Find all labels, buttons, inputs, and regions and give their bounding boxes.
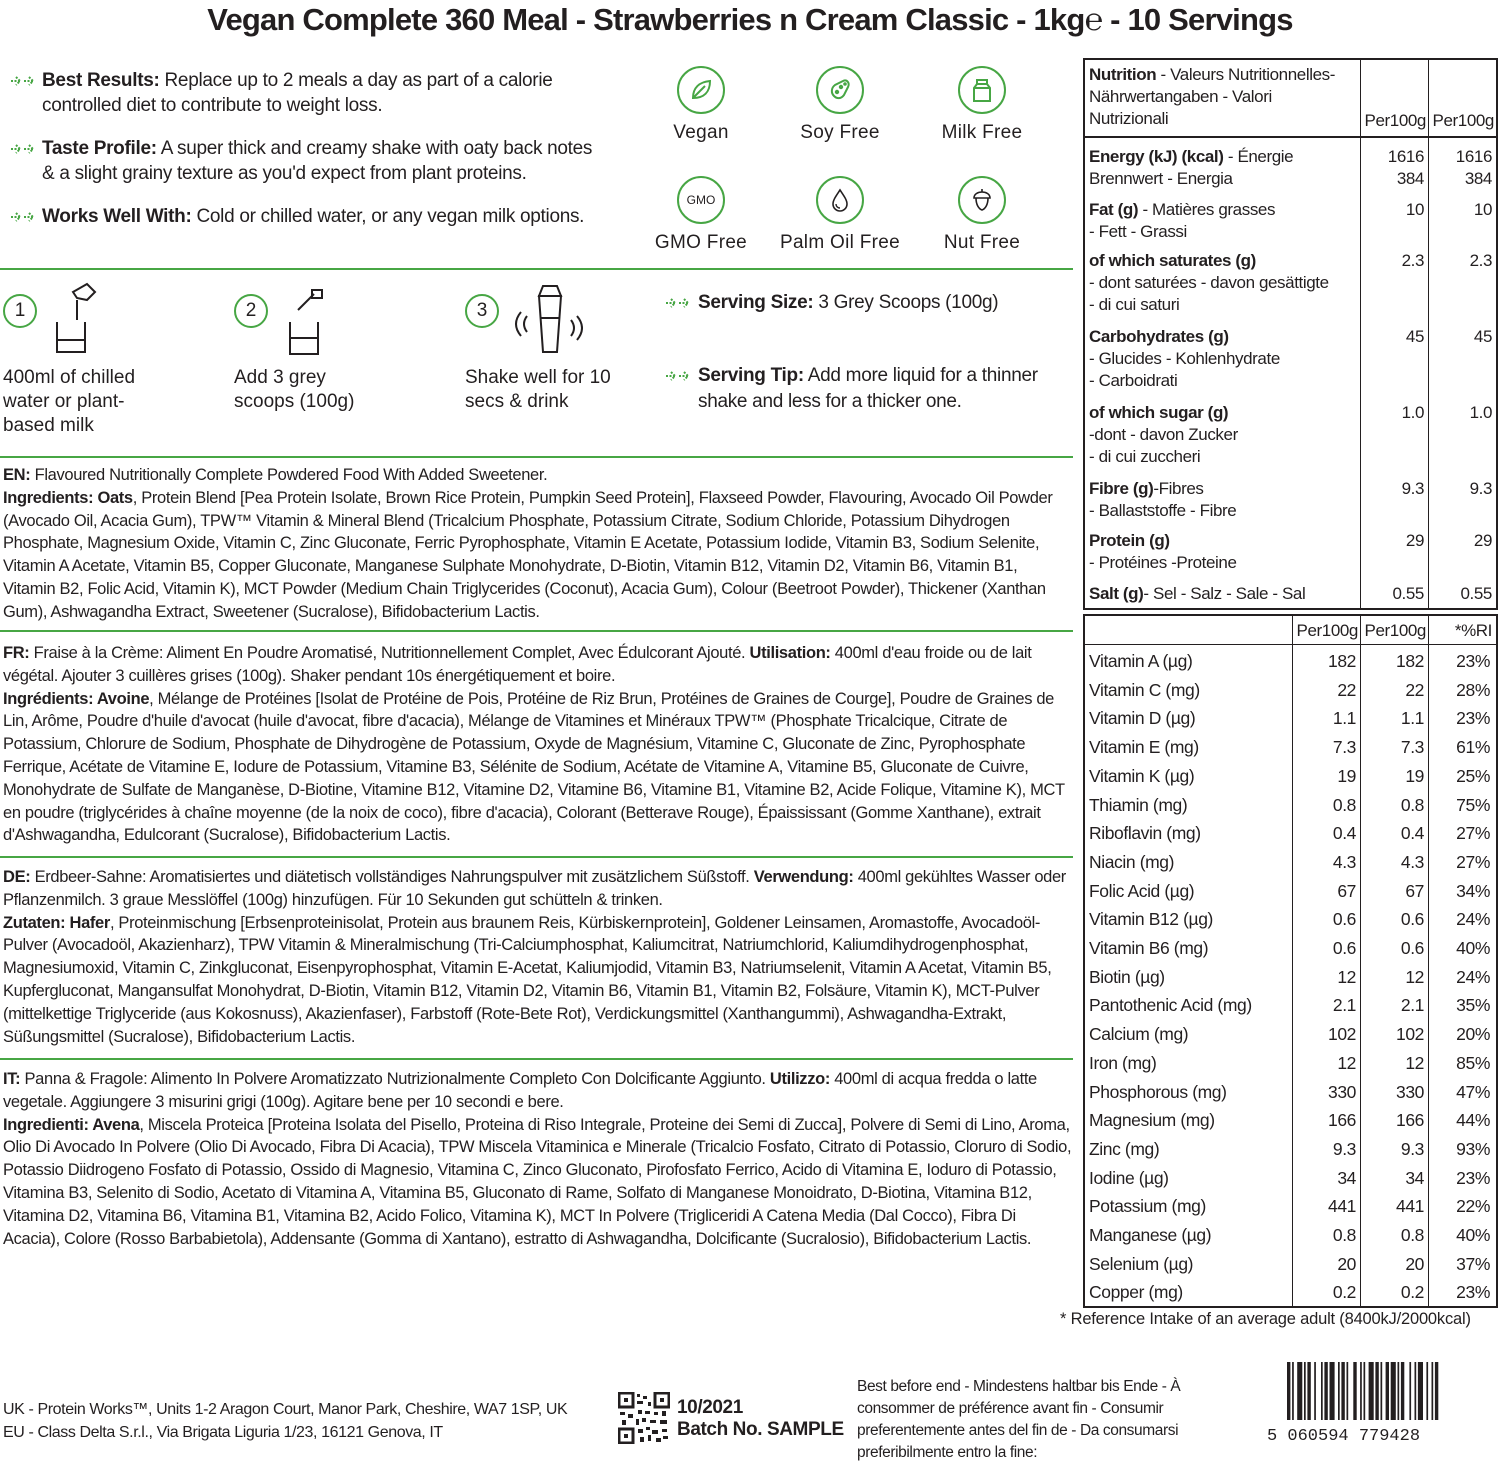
vitamin-name: Vitamin C (mg) [1089, 679, 1200, 700]
feature-text: Replace up to 2 meals a day as part of a calorie controlled diet to contribute to weight loss. [42, 70, 553, 116]
vitamin-ri: 25% [1456, 765, 1490, 786]
feature-label: Taste Profile: [42, 138, 157, 159]
step-number: 1 [3, 294, 37, 328]
vitamin-name: Potassium (mg) [1089, 1196, 1206, 1217]
nutrient-value: 10 [1405, 200, 1424, 219]
vitamin-value: 0.6 [1332, 938, 1356, 958]
badge-palm-oil-free [770, 176, 910, 254]
vitamin-ri: 23% [1456, 1282, 1490, 1303]
badge-label: Nut Free [943, 232, 1021, 253]
vitamin-name: Selenium (µg) [1089, 1253, 1194, 1274]
vitamin-name: Pantothenic Acid (mg) [1089, 995, 1252, 1016]
column-header: Per100g [1296, 621, 1358, 640]
vitamin-value: 19 [1405, 765, 1424, 786]
vitamin-row [1084, 1279, 1496, 1307]
usage-label: Utilizzo: [769, 1070, 830, 1088]
vitamin-value: 20 [1337, 1253, 1356, 1274]
gmo-icon [677, 176, 725, 224]
vitamin-ri: 34% [1456, 880, 1490, 901]
badge-vegan [631, 66, 771, 144]
column-header: Per100g [1364, 111, 1426, 130]
vitamin-name: Phosphorous (mg) [1089, 1081, 1227, 1102]
vitamin-value: 0.6 [1332, 909, 1356, 930]
vitamin-ri: 40% [1456, 938, 1490, 958]
vitamin-name: Copper (mg) [1089, 1282, 1183, 1303]
feature-label: Best Results: [42, 70, 160, 91]
vitamin-row [1084, 1021, 1496, 1049]
vitamin-name: Niacin (mg) [1089, 851, 1175, 872]
nutrient-translation: - Protéines -Proteine [1089, 553, 1237, 572]
nutrient-translation: Brennwert - Energia [1089, 169, 1233, 188]
vitamin-value: 166 [1396, 1110, 1424, 1131]
vitamin-row [1084, 792, 1496, 820]
energy-kcal: 384 [1464, 169, 1492, 188]
nutrition-row-label [1089, 402, 1359, 468]
vitamin-name: Vitamin A (µg) [1089, 651, 1193, 671]
vitamin-value: 441 [1396, 1196, 1424, 1217]
vitamin-row [1084, 1165, 1496, 1193]
feature-works-well-with [6, 204, 646, 229]
vitamin-ri: 22% [1456, 1196, 1490, 1217]
serving-tip [660, 363, 1060, 415]
nutrition-row-label [1089, 146, 1359, 190]
best-before-text: Best before end - Mindestens haltbar bis Ende - À consommer de préférence avant fin - Consumir preferentemente antes del fin de - Da consumarsi preferibilmente entro la fine: [857, 1378, 1181, 1461]
vitamin-value: 20 [1405, 1253, 1424, 1274]
vitamin-row [1084, 1193, 1496, 1221]
vitamin-value: 22 [1405, 679, 1424, 700]
language-code: FR: [3, 644, 30, 662]
vitamin-value: 330 [1396, 1081, 1424, 1102]
vitamin-value: 9.3 [1400, 1138, 1424, 1159]
badge-label: Soy Free [800, 122, 880, 143]
language-code: DE: [3, 868, 31, 886]
vitamin-value: 0.6 [1400, 909, 1424, 930]
vitamin-row [1084, 1251, 1496, 1279]
language-code: EN: [3, 466, 31, 484]
double-arrow-icon [6, 210, 42, 224]
vitamin-value: 1.1 [1332, 708, 1356, 729]
badge-label: Vegan [673, 122, 729, 143]
serving-size-label: Serving Size: [698, 292, 814, 313]
vitamin-ri: 27% [1456, 851, 1490, 872]
reference-intake-footnote: * Reference Intake of an average adult (8400kJ/2000kcal) [1060, 1310, 1471, 1328]
vitamin-name: Riboflavin (mg) [1089, 823, 1201, 844]
usage-label: Utilisation: [749, 644, 831, 662]
feature-best-results [6, 68, 646, 118]
vitamin-name: Vitamin B12 (µg) [1089, 909, 1213, 930]
vitamin-value: 7.3 [1400, 737, 1424, 758]
vitamin-row [1084, 677, 1496, 705]
nutrient-name: of which sugar (g) [1089, 403, 1229, 422]
vitamin-ri: 93% [1456, 1138, 1490, 1159]
vitamin-name: Calcium (mg) [1089, 1024, 1189, 1045]
product-title: Vegan Complete 360 Meal - Strawberries n Cream Classic - 1kg℮ - 10 Servings [207, 2, 1293, 37]
usage-text: 400ml gekühltes Wasser oder Pflanzenmilch. 3 graue Messlöffel (100g) hinzufügen. Für 10 Sekunden gut schütteln & trinken. [3, 868, 1066, 909]
step-number: 2 [234, 294, 268, 328]
nutrient-translation: - Énergie [1223, 147, 1294, 166]
vitamin-value: 9.3 [1332, 1138, 1356, 1159]
vitamin-ri: 24% [1456, 909, 1490, 930]
vitamin-name: Manganese (µg) [1089, 1225, 1212, 1245]
vitamin-ri: 35% [1456, 995, 1490, 1016]
nutrient-value: 29 [1405, 531, 1424, 550]
eu-address: EU - Class Delta S.r.l., Via Brigata Liguria 1/23, 16121 Genova, IT [3, 1424, 443, 1441]
double-arrow-icon [660, 369, 698, 383]
step-number: 3 [465, 294, 499, 328]
vitamin-ri: 23% [1456, 1167, 1490, 1188]
vitamin-ri: 40% [1456, 1225, 1490, 1245]
vitamin-name: Vitamin K (µg) [1089, 765, 1195, 786]
nutrient-translation: - Sel - Salz - Sale - Sal [1143, 584, 1306, 603]
ingredients-text: , Miscela Proteica [Proteina Isolata del Pisello, Proteina di Riso Integrale, Proteine dei Semi di Zucca], Polvere di Semi di Lino, Aroma, Olio Di Avocado In Polvere (Olio Di Avocado, Fibra Di Acacia), TPW Miscela Vitaminica e Minerale (Tricalcio Fosfato, Citrato di Potassio, Cloruro di Sodio, Potassio Diidrogeno Fosfato di Potassio, Ossido di Magnesio, Vitamina C, Zinco Gluconato, Pirofosfato Ferrico, Acido di Vitamina E, Ioduro di Potassio, Vitamina B3, Selenito di Sodio, Acetato di Vitamina A, Vitamina B5, Gluconato di Rame, Solfato di Manganese Monoidrato, D-Biotina, Vitamina B12, Vitamina D2, Vitamina B6, Vitamina B1, Vitamina B2, Acido Folico, Vitamina K), MCT In Polvere (Trigliceridi A Catena Media (Dal Cocco), Fibra Di Acacia), Colore (Rosso Barbabietola), Addensante (Gomma di Xantano), estratto di Ashwagandha, Dolcificante (Sucralosio), Bifidobacterium Lactis. [3, 1115, 1072, 1248]
nutrition-header [1089, 64, 1359, 130]
section-divider [0, 630, 1073, 632]
nutrient-translation: - Ballaststoffe - Fibre [1089, 501, 1237, 520]
vitamin-row [1084, 992, 1496, 1020]
vitamin-name: Folic Acid (µg) [1089, 880, 1195, 901]
nutrient-value: 45 [1473, 327, 1492, 346]
vitamin-name: Vitamin E (mg) [1089, 737, 1199, 758]
vitamin-value: 67 [1405, 880, 1424, 901]
nutrient-value: 29 [1473, 531, 1492, 550]
vitamin-row [1084, 763, 1496, 791]
nutrient-value: 45 [1405, 327, 1424, 346]
vitamin-value: 67 [1337, 880, 1356, 901]
badge-gmo-free [631, 176, 771, 254]
feature-text: Cold or chilled water, or any vegan milk options. [191, 206, 585, 227]
uk-address: UK - Protein Works™, Units 1-2 Aragon Court, Manor Park, Cheshire, WA7 1SP, UK [3, 1401, 568, 1418]
column-header: *%RI [1454, 621, 1492, 640]
badge-label: GMO Free [654, 232, 748, 253]
ingredients-label: Ingredienti: Avena [3, 1115, 140, 1134]
vitamin-ri: 44% [1456, 1110, 1490, 1131]
section-divider [0, 456, 1073, 458]
ingredients-it [3, 1068, 1073, 1250]
nutrition-header-line: Nährwertangaben - Valori [1089, 87, 1272, 106]
nutrient-value: 1.0 [1469, 403, 1492, 422]
vitamin-row [1084, 878, 1496, 906]
nutrient-translation: - dont saturées - davon gesättigte [1089, 273, 1329, 292]
product-description: Flavoured Nutritionally Complete Powdered Food With Added Sweetener. [30, 466, 548, 484]
badge-milk-free [912, 66, 1052, 144]
nutrition-row-label [1089, 583, 1359, 605]
vitamin-value: 12 [1405, 966, 1424, 987]
soy-bean-icon [816, 66, 864, 114]
barcode-number: 5 060594 779428 [1267, 1427, 1421, 1444]
vitamin-ri: 28% [1456, 679, 1490, 700]
milk-carton-icon [958, 66, 1006, 114]
nutrient-name: Fat (g) [1089, 200, 1139, 219]
vitamin-row [1084, 906, 1496, 934]
vitamin-value: 2.1 [1400, 995, 1424, 1016]
usage-text: 400ml di acqua fredda o latte vegetale. Aggiungere 3 misurini grigi (100g). Agitare bene per 10 secondi e bere. [3, 1070, 1037, 1111]
vitamin-row [1084, 1136, 1496, 1164]
vitamin-name: Magnesium (mg) [1089, 1110, 1215, 1131]
section-divider [0, 1058, 1073, 1060]
vitamin-ri: 85% [1456, 1052, 1490, 1073]
usage-text: 400ml d'eau froide ou de lait végétal. Ajouter 3 cuillères grises (100g). Shaker pendant 10s énergétiquement et boire. [3, 644, 1032, 685]
vitamin-ri: 23% [1456, 708, 1490, 729]
serving-size [660, 290, 1060, 316]
nutrition-row-label [1089, 250, 1359, 316]
shaker-icon [513, 282, 583, 356]
nutrition-header-line: Nutrizionali [1089, 109, 1169, 128]
vitamin-value: 166 [1328, 1110, 1356, 1131]
ingredients-en [3, 464, 1073, 624]
qr-code [618, 1392, 670, 1444]
nutrient-name: Protein (g) [1089, 531, 1170, 550]
double-arrow-icon [6, 142, 42, 156]
vitamin-value: 0.2 [1332, 1282, 1356, 1303]
vitamin-row [1084, 1079, 1496, 1107]
vitamin-value: 4.3 [1332, 851, 1356, 872]
nutrition-row-label [1089, 199, 1359, 243]
best-before-date: 10/2021 [677, 1397, 743, 1418]
step-text: Shake well for 10 secs & drink [465, 367, 611, 412]
nutrition-header-bold: Nutrition [1089, 65, 1157, 84]
vitamin-row [1084, 820, 1496, 848]
vitamin-value: 12 [1337, 966, 1356, 987]
nutrient-translation: - Carboidrati [1089, 371, 1178, 390]
vitamin-ri: 61% [1456, 737, 1490, 758]
feature-list [6, 68, 646, 247]
badge-nut-free [912, 176, 1052, 254]
vitamin-name: Zinc (mg) [1089, 1138, 1160, 1159]
badge-label: Milk Free [941, 122, 1023, 143]
vitamin-ri: 27% [1456, 823, 1490, 844]
vitamin-value: 330 [1328, 1081, 1356, 1102]
product-description: Erdbeer-Sahne: Aromatisiertes und diätetisch vollständiges Nahrungspulver mit zusätzlichem Süßstoff. [30, 868, 754, 886]
vitamin-value: 0.8 [1332, 794, 1356, 815]
batch-number: Batch No. SAMPLE [677, 1419, 844, 1440]
section-divider [0, 268, 1073, 270]
scoop-glass-icon [284, 286, 332, 356]
ingredients-label: Zutaten: Hafer [3, 913, 110, 932]
nutrient-translation: -dont - davon Zucker [1089, 425, 1238, 444]
ingredients-text: , Proteinmischung [Erbsenproteinisolat, Protein aus braunem Reis, Kürbiskernprotein], Goldener Leinsamen, Aromastoffe, Avocadoöl-Pulver (Avocadoöl, Akazienharz), TPW Vitamin & Mineralmischung (Tri-Calciumphosphat, Kaliumcitrat, Natriumchlorid, Kaliumdihydrogenphosphat, Magnesiumoxid, Vitamin C, Zinkgluconat, Eisenpyrophosphat, Vitamin E-Acetat, Kaliumjodid, Vitamin B3, Natriumselenit, Vitamin A Acetat, Vitamin B5, Kupfergluconat, Mangansulfat Monohydrat, D-Biotin, Vitamin B12, Vitamin D2, Vitamin B6, Vitamin B1, Vitamin B2, Folsäure, Vitamin K), MCT-Pulver (mittelkettige Triglyceride (aus Kokosnuss), Akazienfaser), Farbstoff (Rote-Bete Rot), Verdickungsmittel (Xanthangummi), Ashwagandha-Extrakt, Süßungsmittel (Sucralose), Bifidobacterium Lactis. [3, 913, 1052, 1046]
nutrient-name: Carbohydrates (g) [1089, 327, 1229, 346]
vitamin-name: Vitamin B6 (mg) [1089, 938, 1209, 958]
feature-taste-profile [6, 136, 646, 186]
nutrition-row-label [1089, 530, 1359, 574]
nutrient-value: 2.3 [1401, 251, 1424, 270]
nutrition-row-label [1089, 478, 1359, 522]
barcode [1265, 1362, 1495, 1444]
product-description: Panna & Fragole: Alimento In Polvere Aromatizzato Nutrizionalmente Completo Con Dolcificante Aggiunto. [20, 1070, 770, 1088]
nutrient-value [1430, 146, 1492, 190]
table-column-divider [1428, 58, 1429, 610]
vitamin-row [1084, 648, 1496, 676]
vitamin-name: Vitamin D (µg) [1089, 708, 1196, 729]
serving-tip-label: Serving Tip: [698, 365, 804, 386]
ingredients-label: Ingredients: Oats [3, 488, 133, 507]
nutrient-value [1362, 146, 1424, 190]
nutrient-name: Energy (kJ) (kcal) [1089, 147, 1224, 166]
vitamin-value: 441 [1328, 1196, 1356, 1217]
nutrient-translation: - Matières grasses [1138, 200, 1276, 219]
vitamin-value: 1.1 [1400, 708, 1424, 729]
product-description: Fraise à la Crème: Aliment En Poudre Aromatisé, Nutritionnellement Complet, Avec Édulcorant Ajouté. [29, 644, 750, 662]
vitamin-ri: 24% [1456, 966, 1490, 987]
nutrient-value: 9.3 [1469, 479, 1492, 498]
vitamin-ri: 23% [1456, 651, 1490, 671]
vitamin-value: 0.8 [1400, 794, 1424, 815]
serving-size-text: 3 Grey Scoops (100g) [813, 292, 999, 313]
nutrient-translation: - Glucides - Kohlenhydrate [1089, 349, 1280, 368]
vitamin-row [1084, 1222, 1496, 1250]
vitamin-value: 12 [1405, 1052, 1424, 1073]
vitamin-row [1084, 849, 1496, 877]
ingredients-text: , Protein Blend [Pea Protein Isolate, Brown Rice Protein, Pumpkin Seed Protein], Flaxseed Powder, Flavouring, Avocado Oil Powder (Avocado Oil, Acacia Gum), TPW™ Vitamin & Mineral Blend (Tricalcium Phosphate, Potassium Citrate, Sodium Chloride, Potassium Dihydrogen Phosphate, Magnesium Oxide, Vitamin C, Zinc Gluconate, Ferric Pyrophosphate, Vitamin E Acetate, Potassium Iodide, Vitamin B3, Sodium Selenite, Vitamin A Acetate, Vitamin B5, Copper Gluconate, Manganese Sulphate Monohydrate, D-Biotin, Vitamin B12, Vitamin D2, Vitamin B6, Vitamin B1, Vitamin B2, Folic Acid, Vitamin K), MCT Powder (Medium Chain Triglycerides (Coconut), Acacia Gum), Colour (Beetroot Powder), Thickener (Xanthan Gum), Ashwagandha Extract, Sweetener (Sucralose), Bifidobacterium Lactis. [3, 488, 1053, 621]
column-header: Per100g [1432, 111, 1494, 130]
vitamin-value: 22 [1337, 679, 1356, 700]
ingredients-fr [3, 642, 1073, 847]
vitamin-ri: 47% [1456, 1081, 1490, 1102]
energy-kj: 1616 [1387, 147, 1424, 166]
vitamin-value: 19 [1337, 765, 1356, 786]
vitamin-row [1084, 1050, 1496, 1078]
serving-tip-text: Add more liquid for a thinner shake and less for a thicker one. [698, 365, 1038, 412]
vitamin-value: 34 [1337, 1167, 1356, 1188]
vitamin-row [1084, 964, 1496, 992]
ingredients-text: , Mélange de Protéines [Isolat de Protéine de Pois, Protéine de Riz Brun, Protéines de Graines de Courge], Poudre de Graines de Lin, Arôme, Poudre d'huile d'avocat (huile d'avocat, fibre d'acacia), Mélange de Vitamines et Minéraux TPW™ (Phosphate Tricalcique, Citrate de Potassium, Chlorure de Sodium, Phosphate de Dihydrogène de Potassium, Oxyde de Magnésium, Vitamine C, Gluconate de Zinc, Pyrophosphate Ferrique, Acétate de Vitamine E, Iodure de Potassium, Vitamine B3, Sélénite de Sodium, Acétate de Vitamine A, Vitamine B5, Gluconate de Cuivre, Monohydrate de Sulfate de Manganèse, D-Biotine, Vitamine B12, Vitamine D2, Vitamine B6, Vitamine B1, Vitamine B2, Acide Folique, Vitamine K), MCT en poudre (triglycérides à chaîne moyenne (de la noix de coco), fibre d'acacia), Colorant (Betterave Rouge), Épaississant (Gomme Xanthane), extrait d'Ashwagandha, Edulcorant (Sucralose), Bifidobacterium Lactis. [3, 689, 1065, 845]
nutrient-name: Fibre (g) [1089, 479, 1154, 498]
vitamin-row [1084, 935, 1496, 963]
ingredients-label: Ingrédients: Avoine [3, 689, 150, 708]
vitamin-ri: 37% [1456, 1253, 1490, 1274]
column-header: Per100g [1364, 621, 1426, 640]
vitamin-ri: 20% [1456, 1024, 1490, 1045]
badge-label: Palm Oil Free [779, 232, 901, 253]
vitamin-value: 12 [1337, 1052, 1356, 1073]
double-arrow-icon [660, 296, 698, 310]
feature-text: A super thick and creamy shake with oaty back notes & a slight grainy texture as you'd expect from plant proteins. [42, 138, 593, 184]
ingredients-de [3, 866, 1073, 1048]
badge-soy-free [770, 66, 910, 144]
leaf-icon [677, 66, 725, 114]
energy-kj: 1616 [1455, 147, 1492, 166]
nutrient-value: 0.55 [1460, 584, 1492, 603]
nutrient-value: 10 [1473, 200, 1492, 219]
nutrient-translation: -Fibres [1153, 479, 1204, 498]
nut-icon [958, 176, 1006, 224]
vitamin-ri: 75% [1456, 794, 1490, 815]
vitamin-name: Thiamin (mg) [1089, 794, 1188, 815]
vitamin-name: Biotin (µg) [1089, 966, 1165, 987]
vitamin-value: 0.8 [1400, 1225, 1424, 1245]
vitamin-value: 7.3 [1332, 737, 1356, 758]
vitamin-value: 0.4 [1400, 823, 1424, 844]
nutrient-value: 9.3 [1401, 479, 1424, 498]
step-text: Add 3 grey scoops (100g) [234, 367, 355, 412]
vitamin-name: Iron (mg) [1089, 1052, 1157, 1073]
nutrient-value: 0.55 [1392, 584, 1424, 603]
nutrient-name: of which saturates (g) [1089, 251, 1256, 270]
feature-label: Works Well With: [42, 206, 192, 227]
vitamin-name: Iodine (µg) [1089, 1167, 1169, 1188]
nutrient-translation: - di cui zuccheri [1089, 447, 1201, 466]
nutrient-translation: - di cui saturi [1089, 295, 1180, 314]
usage-label: Verwendung: [753, 868, 854, 886]
vitamin-value: 0.4 [1332, 823, 1356, 844]
pour-glass-icon [51, 282, 99, 354]
nutrition-header-rest: - Valeurs Nutritionnelles- [1156, 65, 1336, 84]
vitamin-value: 0.2 [1400, 1282, 1424, 1303]
table-header-divider [1083, 136, 1498, 138]
table-header-divider [1083, 644, 1498, 645]
language-code: IT: [3, 1070, 21, 1088]
nutrient-name: Salt (g) [1089, 584, 1144, 603]
double-arrow-icon [6, 74, 42, 88]
vitamin-row [1084, 705, 1496, 733]
vitamin-row [1084, 734, 1496, 762]
energy-kcal: 384 [1396, 169, 1424, 188]
nutrient-translation: - Fett - Grassi [1089, 222, 1187, 241]
oil-drop-icon [816, 176, 864, 224]
vitamin-value: 0.6 [1400, 938, 1424, 958]
vitamin-value: 2.1 [1332, 995, 1356, 1016]
vitamin-value: 102 [1328, 1024, 1356, 1045]
section-divider [0, 856, 1073, 858]
vitamin-value: 102 [1396, 1024, 1424, 1045]
gmo-icon-text: GMO [686, 193, 716, 207]
vitamin-value: 0.8 [1332, 1225, 1356, 1245]
vitamin-row [1084, 1107, 1496, 1135]
nutrient-value: 1.0 [1401, 403, 1424, 422]
table-column-divider [1360, 58, 1361, 610]
vitamin-value: 34 [1405, 1167, 1424, 1188]
nutrient-value: 2.3 [1469, 251, 1492, 270]
step-text: 400ml of chilled water or plant-based milk [3, 367, 136, 436]
nutrition-row-label [1089, 326, 1359, 392]
vitamin-value: 182 [1396, 651, 1424, 671]
vitamin-value: 4.3 [1400, 851, 1424, 872]
vitamin-value: 182 [1328, 651, 1356, 671]
